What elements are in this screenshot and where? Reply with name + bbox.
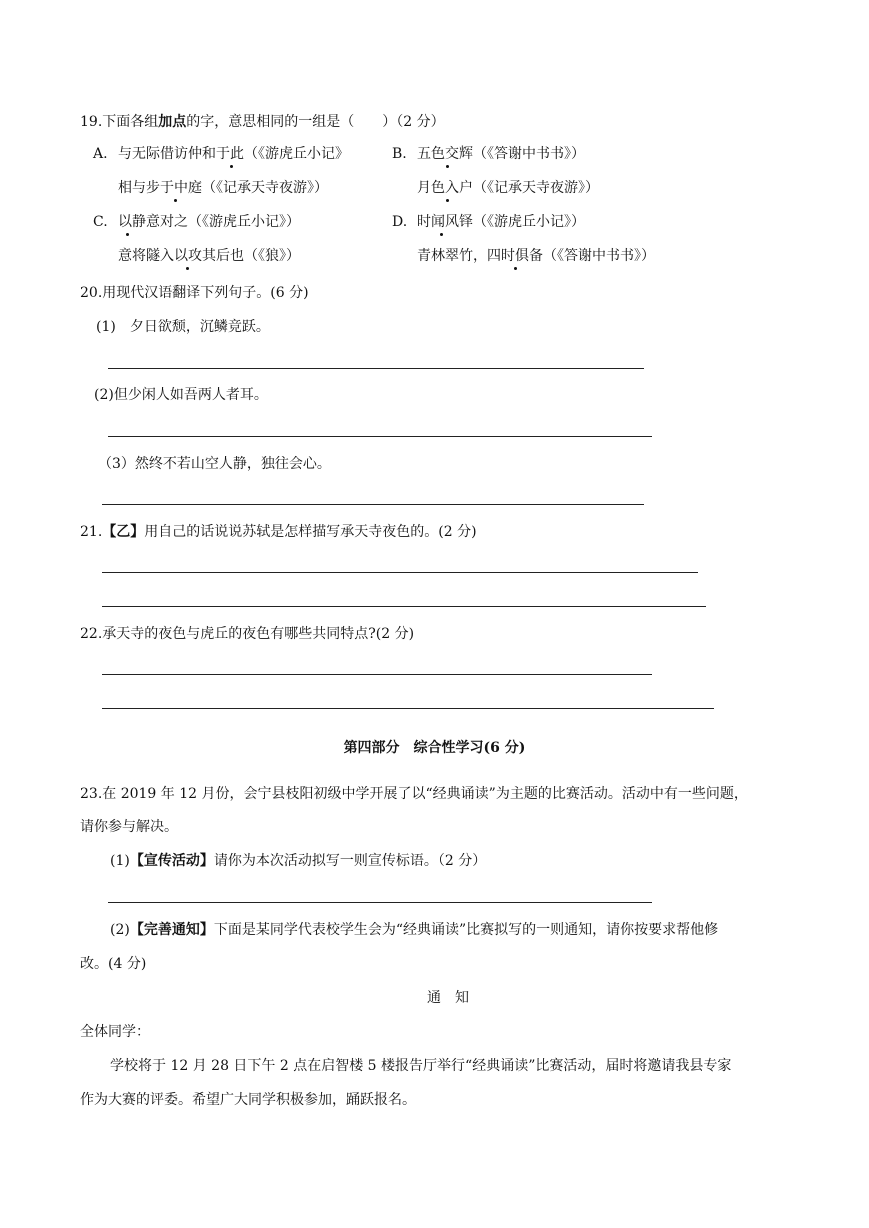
q23-part2-continuation: 改。(4 分) (80, 956, 147, 972)
answer-line (102, 674, 652, 675)
q23-part2 (110, 920, 718, 940)
emphasis-dot (230, 165, 233, 168)
emphasis-dot (446, 165, 449, 168)
q19-prompt (80, 112, 445, 132)
q23-part2-text: 下面是某同学代表校学生会为“经典诵读”比赛拟写的一则通知，请你按要求帮他修 (213, 922, 719, 938)
emphasis-dot (446, 199, 449, 202)
section-title: 第四部分 综合性学习(6 分) (343, 740, 526, 756)
q20-sentence-1: (1) 夕日欲颓，沉鳞竞跃。 (96, 319, 270, 335)
q20-title: 20.用现代汉语翻译下列句子。(6 分) (80, 285, 309, 301)
q23-part1 (110, 851, 486, 871)
answer-line (108, 902, 652, 903)
q20-sentence-3: （3）然终不若山空人静，独往会心。 (98, 456, 331, 472)
q23-part1-number: (1) (110, 853, 130, 869)
answer-line (102, 708, 714, 709)
q21-bracket: 【乙】 (102, 524, 145, 540)
q23-part2-number: (2) (110, 922, 130, 938)
q19-option-c-line2: 意将隧入以攻其后也（《狼》） (118, 248, 300, 264)
q23-part2-bracket: 【完善通知】 (129, 922, 214, 938)
q22-title: 22.承天寺的夜色与虎丘的夜色有哪些共同特点?(2 分) (80, 626, 415, 642)
notice-title: 通 知 (427, 990, 469, 1006)
q19-option-a-label: A. (93, 146, 108, 162)
emphasis-dot (440, 233, 443, 236)
answer-line (102, 504, 644, 505)
q19-option-c-label: C. (93, 214, 108, 230)
q19-bold-term: 加点 (158, 114, 187, 130)
q23-part1-text: 请你为本次活动拟写一则宣传标语。（2 分） (213, 853, 487, 869)
q23-intro-line2: 请你参与解决。 (80, 819, 178, 835)
q19-option-b-line2: 月色入户（《记承天寺夜游》） (417, 180, 599, 196)
emphasis-dot (514, 267, 517, 270)
q19-option-a-line1: 与无际借访仲和于此（《游虎丘小记》 (118, 146, 349, 162)
q19-suffix: 的字，意思相同的一组是（ ）（2 分） (186, 114, 445, 130)
answer-line (108, 368, 644, 369)
emphasis-dot (126, 233, 129, 236)
answer-line (102, 572, 698, 573)
q19-option-d-label: D. (392, 214, 408, 230)
q21-text: 用自己的话说说苏轼是怎样描写承天寺夜色的。(2 分) (144, 524, 477, 540)
notice-body-line2: 作为大赛的评委。希望广大同学积极参加，踊跃报名。 (80, 1092, 416, 1108)
emphasis-dot (174, 199, 177, 202)
notice-body-line1: 学校将于 12 月 28 日下午 2 点在启智楼 5 楼报告厅举行“经典诵读”比赛活动，届时将邀请我县专家 (110, 1058, 732, 1074)
q19-option-b-line1: 五色交辉（《答谢中书书》） (417, 146, 585, 162)
q19-option-c-line1: 以静意对之（《游虎丘小记》） (118, 214, 300, 230)
q23-part1-bracket: 【宣传活动】 (129, 853, 214, 869)
q23-intro-line1: 23.在 2019 年 12 月份，会宁县枝阳初级中学开展了以“经典诵读”为主题的比赛活动。活动中有一些问题， (80, 786, 748, 802)
q19-option-b-label: B. (392, 146, 407, 162)
q19-option-a-line2: 相与步于中庭（《记承天寺夜游》） (118, 180, 328, 196)
emphasis-dot (186, 267, 189, 270)
notice-salutation: 全体同学： (80, 1024, 150, 1040)
q19-option-d-line2: 青林翠竹，四时俱备（《答谢中书书》） (417, 248, 655, 264)
q19-prefix: 19.下面各组 (80, 114, 159, 130)
q21-prompt (80, 522, 477, 542)
q20-sentence-2: (2)但少闲人如吾两人者耳。 (94, 387, 268, 403)
q19-option-d-line1: 时闻风铎（《游虎丘小记》） (417, 214, 585, 230)
answer-line (108, 436, 652, 437)
q21-prefix: 21. (80, 524, 103, 540)
answer-line (102, 606, 706, 607)
